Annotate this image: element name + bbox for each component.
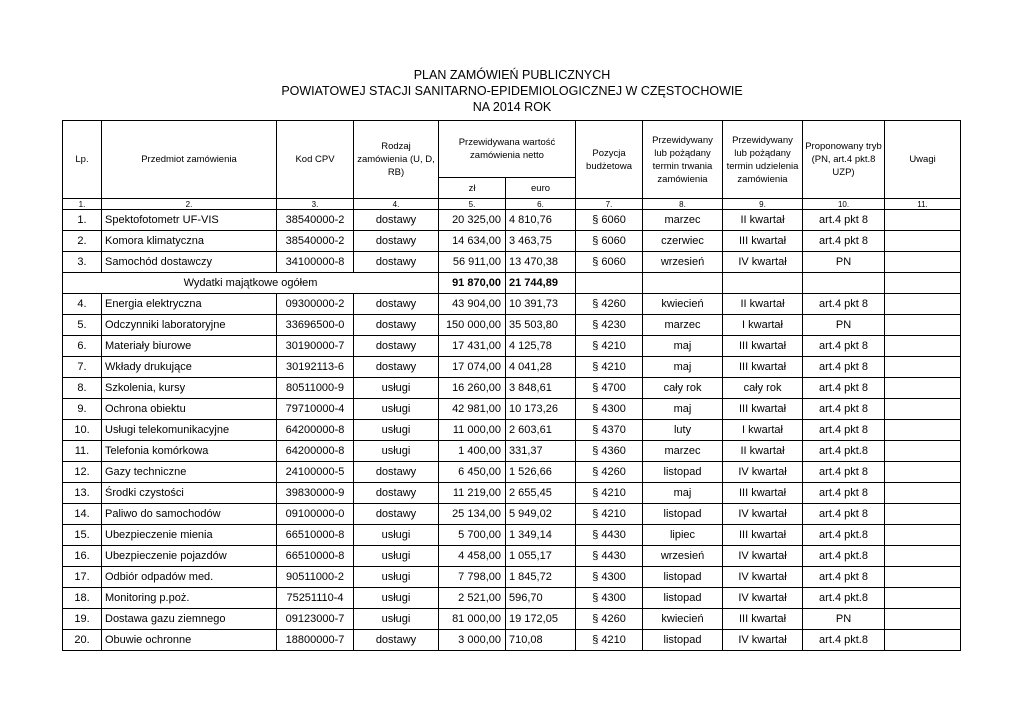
table-row — [63, 567, 961, 588]
cell-przedmiot: Spektofotometr UF-VIS — [102, 210, 277, 231]
cell-tryb: art.4 pkt 8 — [803, 378, 885, 399]
cell-pozycja: § 4430 — [576, 525, 643, 546]
cell-tryb: art.4 pkt.8 — [803, 546, 885, 567]
cell-wartosc-euro: 710,08 — [506, 630, 576, 651]
cell-termin-udzielenia: IV kwartał — [723, 462, 803, 483]
cell-wartosc-euro: 1 526,66 — [506, 462, 576, 483]
cell-uwagi — [885, 231, 961, 252]
cell-termin-trwania: listopad — [643, 504, 723, 525]
cell-termin-trwania: marzec — [643, 315, 723, 336]
cell-wartosc-zl: 43 904,00 — [439, 294, 506, 315]
cell-rodzaj: dostawy — [354, 231, 439, 252]
cell-pozycja: § 4260 — [576, 294, 643, 315]
cell-wartosc-zl: 17 431,00 — [439, 336, 506, 357]
cell-lp: 1. — [63, 210, 102, 231]
cell-wartosc-euro: 1 055,17 — [506, 546, 576, 567]
cell-przedmiot: Samochód dostawczy — [102, 252, 277, 273]
header-wartosc: Przewidywana wartość zamówienia netto — [439, 121, 576, 178]
cell-wartosc-zl: 150 000,00 — [439, 315, 506, 336]
cell-tryb: art.4 pkt.8 — [803, 525, 885, 546]
table-row — [63, 357, 961, 378]
cell-kod-cpv: 38540000-2 — [277, 231, 354, 252]
cell-pozycja: § 4360 — [576, 441, 643, 462]
cell-termin-trwania: marzec — [643, 441, 723, 462]
cell-przedmiot: Ubezpieczenie mienia — [102, 525, 277, 546]
cell-wartosc-euro: 1 349,14 — [506, 525, 576, 546]
cell-tryb: art.4 pkt 8 — [803, 294, 885, 315]
cell-tryb: PN — [803, 609, 885, 630]
cell-termin-udzielenia: IV kwartał — [723, 252, 803, 273]
cell-przedmiot: Paliwo do samochodów — [102, 504, 277, 525]
cell-wartosc-euro: 2 655,45 — [506, 483, 576, 504]
header-rodzaj: Rodzaj zamówienia (U, D, RB) — [354, 121, 439, 199]
cell-kod-cpv: 66510000-8 — [277, 546, 354, 567]
cell-kod-cpv: 64200000-8 — [277, 420, 354, 441]
institution-name: POWIATOWEJ STACJI SANITARNO-EPIDEMIOLOGICZNEJ W CZĘSTOCHOWIE — [281, 84, 743, 98]
cell-uwagi — [885, 567, 961, 588]
cell-termin-udzielenia: III kwartał — [723, 357, 803, 378]
cell-uwagi — [885, 504, 961, 525]
cell-przedmiot: Środki czystości — [102, 483, 277, 504]
cell-uwagi — [885, 546, 961, 567]
cell-termin-udzielenia: cały rok — [723, 378, 803, 399]
cell-uwagi — [885, 378, 961, 399]
cell-tryb: art.4 pkt 8 — [803, 462, 885, 483]
table-row — [63, 462, 961, 483]
cell-pozycja: § 4300 — [576, 588, 643, 609]
header-tryb: Proponowany tryb (PN, art.4 pkt.8 UZP) — [803, 121, 885, 199]
summary-empty-cell — [643, 273, 723, 294]
cell-termin-udzielenia: IV kwartał — [723, 567, 803, 588]
cell-termin-udzielenia: IV kwartał — [723, 504, 803, 525]
table-row — [63, 525, 961, 546]
cell-tryb: art.4 pkt 8 — [803, 483, 885, 504]
cell-rodzaj: dostawy — [354, 483, 439, 504]
cell-termin-udzielenia: II kwartał — [723, 294, 803, 315]
cell-lp: 5. — [63, 315, 102, 336]
column-number: 4. — [354, 199, 439, 210]
cell-lp: 4. — [63, 294, 102, 315]
cell-termin-trwania: marzec — [643, 210, 723, 231]
cell-wartosc-euro: 331,37 — [506, 441, 576, 462]
cell-termin-trwania: listopad — [643, 588, 723, 609]
cell-lp: 11. — [63, 441, 102, 462]
cell-rodzaj: dostawy — [354, 294, 439, 315]
cell-kod-cpv: 75251110-4 — [277, 588, 354, 609]
cell-kod-cpv: 09300000-2 — [277, 294, 354, 315]
cell-rodzaj: dostawy — [354, 252, 439, 273]
cell-kod-cpv: 18800000-7 — [277, 630, 354, 651]
cell-termin-trwania: cały rok — [643, 378, 723, 399]
table-row — [63, 546, 961, 567]
cell-termin-udzielenia: II kwartał — [723, 210, 803, 231]
cell-wartosc-euro: 596,70 — [506, 588, 576, 609]
cell-pozycja: § 4300 — [576, 567, 643, 588]
cell-lp: 20. — [63, 630, 102, 651]
cell-lp: 17. — [63, 567, 102, 588]
header-euro: euro — [506, 178, 576, 199]
cell-termin-trwania: maj — [643, 483, 723, 504]
table-row — [63, 294, 961, 315]
cell-przedmiot: Energia elektryczna — [102, 294, 277, 315]
cell-lp: 12. — [63, 462, 102, 483]
cell-termin-udzielenia: III kwartał — [723, 399, 803, 420]
column-number: 8. — [643, 199, 723, 210]
cell-termin-trwania: lipiec — [643, 525, 723, 546]
table-row — [63, 315, 961, 336]
cell-uwagi — [885, 483, 961, 504]
cell-wartosc-euro: 4 810,76 — [506, 210, 576, 231]
cell-rodzaj: usługi — [354, 378, 439, 399]
cell-tryb: PN — [803, 315, 885, 336]
cell-kod-cpv: 66510000-8 — [277, 525, 354, 546]
summary-euro: 21 744,89 — [506, 273, 576, 294]
cell-kod-cpv: 24100000-5 — [277, 462, 354, 483]
cell-wartosc-euro: 3 848,61 — [506, 378, 576, 399]
cell-wartosc-zl: 5 700,00 — [439, 525, 506, 546]
cell-rodzaj: usługi — [354, 546, 439, 567]
cell-wartosc-euro: 2 603,61 — [506, 420, 576, 441]
cell-uwagi — [885, 609, 961, 630]
cell-wartosc-euro: 4 041,28 — [506, 357, 576, 378]
cell-wartosc-zl: 11 219,00 — [439, 483, 506, 504]
cell-lp: 7. — [63, 357, 102, 378]
cell-rodzaj: usługi — [354, 441, 439, 462]
cell-termin-udzielenia: III kwartał — [723, 609, 803, 630]
table-row — [63, 483, 961, 504]
cell-lp: 8. — [63, 378, 102, 399]
header-termin-udzielenia: Przewidywany lub pożądany termin udzielenia zamówienia — [723, 121, 803, 199]
cell-termin-udzielenia: IV kwartał — [723, 630, 803, 651]
header-pozycja: Pozycja budżetowa — [576, 121, 643, 199]
header-kod-cpv: Kod CPV — [277, 121, 354, 199]
cell-uwagi — [885, 252, 961, 273]
table-row — [63, 252, 961, 273]
cell-wartosc-zl: 81 000,00 — [439, 609, 506, 630]
cell-rodzaj: dostawy — [354, 210, 439, 231]
cell-lp: 19. — [63, 609, 102, 630]
cell-przedmiot: Odbiór odpadów med. — [102, 567, 277, 588]
cell-rodzaj: dostawy — [354, 630, 439, 651]
cell-rodzaj: usługi — [354, 609, 439, 630]
cell-pozycja: § 4260 — [576, 609, 643, 630]
cell-pozycja: § 4210 — [576, 504, 643, 525]
cell-pozycja: § 4300 — [576, 399, 643, 420]
cell-tryb: art.4 pkt.8 — [803, 441, 885, 462]
cell-przedmiot: Obuwie ochronne — [102, 630, 277, 651]
cell-kod-cpv: 09123000-7 — [277, 609, 354, 630]
cell-rodzaj: dostawy — [354, 315, 439, 336]
cell-wartosc-euro: 4 125,78 — [506, 336, 576, 357]
cell-wartosc-euro: 1 845,72 — [506, 567, 576, 588]
cell-lp: 9. — [63, 399, 102, 420]
cell-termin-udzielenia: I kwartał — [723, 420, 803, 441]
cell-tryb: art.4 pkt 8 — [803, 336, 885, 357]
cell-wartosc-euro: 35 503,80 — [506, 315, 576, 336]
cell-rodzaj: usługi — [354, 525, 439, 546]
cell-uwagi — [885, 336, 961, 357]
cell-uwagi — [885, 525, 961, 546]
cell-wartosc-zl: 42 981,00 — [439, 399, 506, 420]
cell-pozycja: § 4210 — [576, 336, 643, 357]
header-lp: Lp. — [63, 121, 102, 199]
cell-kod-cpv: 38540000-2 — [277, 210, 354, 231]
summary-zl: 91 870,00 — [439, 273, 506, 294]
cell-kod-cpv: 80511000-9 — [277, 378, 354, 399]
column-number-row — [63, 199, 961, 210]
cell-tryb: art.4 pkt 8 — [803, 504, 885, 525]
cell-wartosc-zl: 17 074,00 — [439, 357, 506, 378]
cell-termin-trwania: kwiecień — [643, 609, 723, 630]
cell-przedmiot: Odczynniki laboratoryjne — [102, 315, 277, 336]
procurement-plan-table — [62, 120, 961, 651]
cell-uwagi — [885, 420, 961, 441]
cell-kod-cpv: 79710000-4 — [277, 399, 354, 420]
cell-termin-udzielenia: III kwartał — [723, 231, 803, 252]
cell-termin-udzielenia: III kwartał — [723, 525, 803, 546]
header-uwagi: Uwagi — [885, 121, 961, 199]
cell-wartosc-zl: 2 521,00 — [439, 588, 506, 609]
column-number: 5. — [439, 199, 506, 210]
cell-lp: 3. — [63, 252, 102, 273]
cell-kod-cpv: 64200000-8 — [277, 441, 354, 462]
table-row — [63, 378, 961, 399]
cell-rodzaj: dostawy — [354, 462, 439, 483]
cell-tryb: art.4 pkt 8 — [803, 210, 885, 231]
cell-termin-udzielenia: III kwartał — [723, 483, 803, 504]
cell-kod-cpv: 33696500-0 — [277, 315, 354, 336]
cell-wartosc-zl: 56 911,00 — [439, 252, 506, 273]
cell-rodzaj: usługi — [354, 420, 439, 441]
cell-termin-trwania: maj — [643, 336, 723, 357]
summary-empty-cell — [576, 273, 643, 294]
cell-termin-trwania: luty — [643, 420, 723, 441]
cell-pozycja: § 6060 — [576, 231, 643, 252]
cell-kod-cpv: 90511000-2 — [277, 567, 354, 588]
cell-tryb: art.4 pkt 8 — [803, 357, 885, 378]
summary-empty-cell — [803, 273, 885, 294]
cell-tryb: art.4 pkt 8 — [803, 399, 885, 420]
cell-rodzaj: usługi — [354, 399, 439, 420]
cell-wartosc-euro: 13 470,38 — [506, 252, 576, 273]
cell-uwagi — [885, 462, 961, 483]
cell-przedmiot: Gazy techniczne — [102, 462, 277, 483]
cell-kod-cpv: 09100000-0 — [277, 504, 354, 525]
cell-uwagi — [885, 630, 961, 651]
summary-label: Wydatki majątkowe ogółem — [63, 273, 439, 294]
cell-lp: 10. — [63, 420, 102, 441]
summary-empty-cell — [885, 273, 961, 294]
cell-pozycja: § 4210 — [576, 630, 643, 651]
cell-pozycja: § 4430 — [576, 546, 643, 567]
cell-termin-trwania: maj — [643, 357, 723, 378]
cell-pozycja: § 6060 — [576, 210, 643, 231]
cell-termin-trwania: maj — [643, 399, 723, 420]
cell-wartosc-zl: 4 458,00 — [439, 546, 506, 567]
cell-wartosc-euro: 10 391,73 — [506, 294, 576, 315]
table-row — [63, 588, 961, 609]
table-row — [63, 399, 961, 420]
cell-wartosc-zl: 11 000,00 — [439, 420, 506, 441]
column-number: 10. — [803, 199, 885, 210]
cell-uwagi — [885, 357, 961, 378]
header-termin-trwania: Przewidywany lub pożądany termin trwania zamówienia — [643, 121, 723, 199]
cell-rodzaj: usługi — [354, 567, 439, 588]
cell-lp: 16. — [63, 546, 102, 567]
column-number: 7. — [576, 199, 643, 210]
cell-wartosc-zl: 20 325,00 — [439, 210, 506, 231]
cell-wartosc-zl: 16 260,00 — [439, 378, 506, 399]
cell-wartosc-zl: 6 450,00 — [439, 462, 506, 483]
cell-pozycja: § 4210 — [576, 483, 643, 504]
cell-przedmiot: Ubezpieczenie pojazdów — [102, 546, 277, 567]
cell-termin-udzielenia: IV kwartał — [723, 588, 803, 609]
cell-kod-cpv: 30192113-6 — [277, 357, 354, 378]
cell-termin-trwania: listopad — [643, 567, 723, 588]
table-row — [63, 441, 961, 462]
cell-przedmiot: Wkłady drukujące — [102, 357, 277, 378]
column-number: 3. — [277, 199, 354, 210]
cell-wartosc-zl: 1 400,00 — [439, 441, 506, 462]
header-zl: zł — [439, 178, 506, 199]
cell-przedmiot: Komora klimatyczna — [102, 231, 277, 252]
cell-wartosc-zl: 7 798,00 — [439, 567, 506, 588]
cell-pozycja: § 4260 — [576, 462, 643, 483]
cell-kod-cpv: 30190000-7 — [277, 336, 354, 357]
cell-wartosc-euro: 19 172,05 — [506, 609, 576, 630]
table-row — [63, 231, 961, 252]
cell-przedmiot: Telefonia komórkowa — [102, 441, 277, 462]
cell-wartosc-zl: 14 634,00 — [439, 231, 506, 252]
cell-uwagi — [885, 588, 961, 609]
cell-lp: 2. — [63, 231, 102, 252]
cell-lp: 13. — [63, 483, 102, 504]
table-row — [63, 504, 961, 525]
plan-year: NA 2014 ROK — [472, 100, 552, 114]
table-row — [63, 630, 961, 651]
cell-termin-trwania: listopad — [643, 630, 723, 651]
cell-przedmiot: Usługi telekomunikacyjne — [102, 420, 277, 441]
cell-uwagi — [885, 294, 961, 315]
cell-przedmiot: Szkolenia, kursy — [102, 378, 277, 399]
document-title: PLAN ZAMÓWIEŃ PUBLICZNYCH — [413, 68, 611, 82]
header-przedmiot: Przedmiot zamówienia — [102, 121, 277, 199]
table-row — [63, 609, 961, 630]
column-number: 11. — [885, 199, 961, 210]
cell-termin-trwania: kwiecień — [643, 294, 723, 315]
cell-uwagi — [885, 399, 961, 420]
cell-wartosc-zl: 3 000,00 — [439, 630, 506, 651]
cell-tryb: PN — [803, 252, 885, 273]
cell-rodzaj: usługi — [354, 588, 439, 609]
cell-uwagi — [885, 315, 961, 336]
cell-termin-udzielenia: IV kwartał — [723, 546, 803, 567]
table-row — [63, 420, 961, 441]
cell-termin-trwania: wrzesień — [643, 546, 723, 567]
cell-rodzaj: dostawy — [354, 357, 439, 378]
cell-tryb: art.4 pkt 8 — [803, 567, 885, 588]
cell-lp: 15. — [63, 525, 102, 546]
cell-uwagi — [885, 441, 961, 462]
cell-lp: 6. — [63, 336, 102, 357]
column-number: 1. — [63, 199, 102, 210]
cell-pozycja: § 4230 — [576, 315, 643, 336]
cell-przedmiot: Dostawa gazu ziemnego — [102, 609, 277, 630]
cell-pozycja: § 6060 — [576, 252, 643, 273]
cell-termin-udzielenia: III kwartał — [723, 336, 803, 357]
cell-rodzaj: dostawy — [354, 336, 439, 357]
table-row — [63, 210, 961, 231]
cell-tryb: art.4 pkt.8 — [803, 630, 885, 651]
cell-uwagi — [885, 210, 961, 231]
cell-przedmiot: Materiały biurowe — [102, 336, 277, 357]
cell-pozycja: § 4210 — [576, 357, 643, 378]
cell-pozycja: § 4370 — [576, 420, 643, 441]
cell-termin-trwania: listopad — [643, 462, 723, 483]
cell-termin-trwania: czerwiec — [643, 231, 723, 252]
cell-rodzaj: dostawy — [354, 504, 439, 525]
cell-lp: 14. — [63, 504, 102, 525]
cell-przedmiot: Monitoring p.poż. — [102, 588, 277, 609]
column-number: 2. — [102, 199, 277, 210]
cell-przedmiot: Ochrona obiektu — [102, 399, 277, 420]
summary-empty-cell — [723, 273, 803, 294]
column-number: 9. — [723, 199, 803, 210]
summary-row — [63, 273, 961, 294]
cell-kod-cpv: 34100000-8 — [277, 252, 354, 273]
cell-wartosc-euro: 10 173,26 — [506, 399, 576, 420]
cell-wartosc-euro: 5 949,02 — [506, 504, 576, 525]
cell-tryb: art.4 pkt.8 — [803, 588, 885, 609]
cell-termin-udzielenia: I kwartał — [723, 315, 803, 336]
cell-kod-cpv: 39830000-9 — [277, 483, 354, 504]
column-number: 6. — [506, 199, 576, 210]
cell-tryb: art.4 pkt 8 — [803, 420, 885, 441]
cell-tryb: art.4 pkt 8 — [803, 231, 885, 252]
cell-lp: 18. — [63, 588, 102, 609]
cell-termin-trwania: wrzesień — [643, 252, 723, 273]
cell-wartosc-zl: 25 134,00 — [439, 504, 506, 525]
cell-pozycja: § 4700 — [576, 378, 643, 399]
cell-wartosc-euro: 3 463,75 — [506, 231, 576, 252]
table-row — [63, 336, 961, 357]
cell-termin-udzielenia: II kwartał — [723, 441, 803, 462]
